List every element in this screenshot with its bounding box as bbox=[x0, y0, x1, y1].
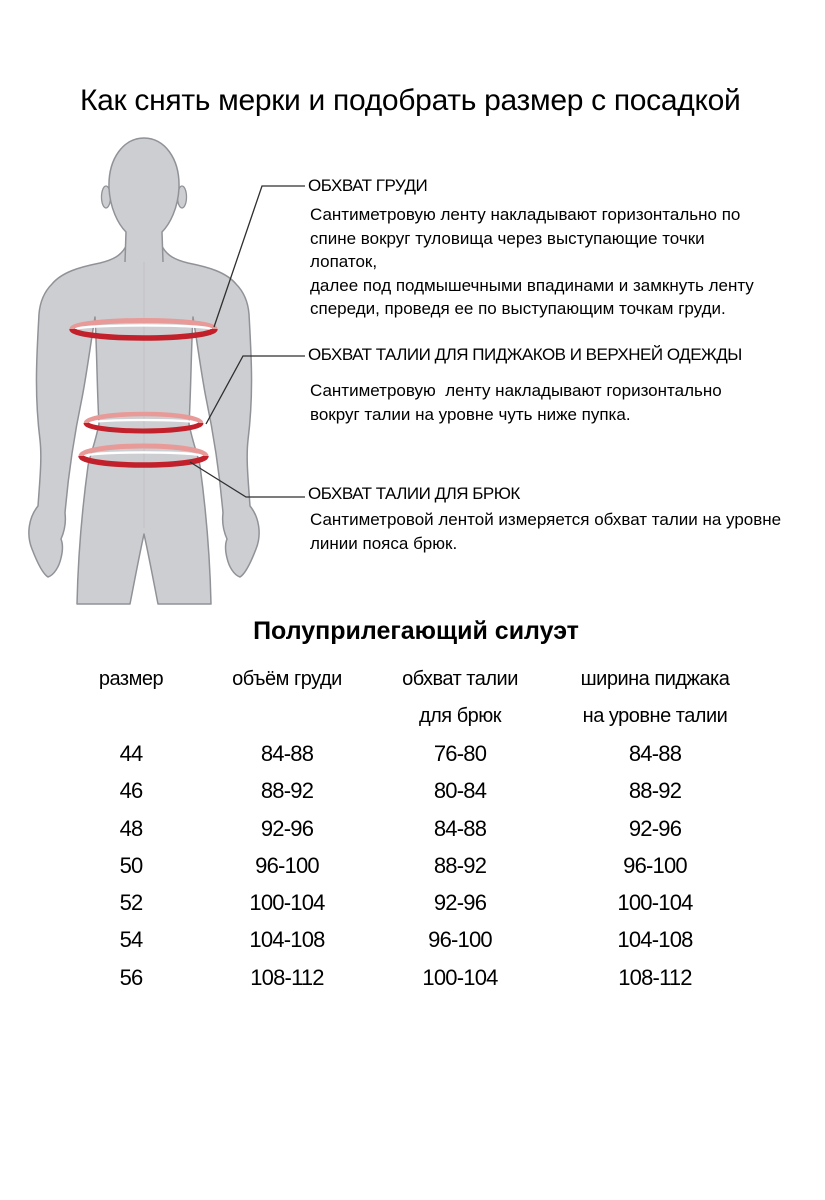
trouser-waist-cell: 84-88 bbox=[433, 815, 487, 841]
description-line: спереди, проведя ее по выступающим точкам груди. bbox=[310, 299, 726, 318]
column-header-trouser-waist-line2: для брюк bbox=[418, 705, 502, 728]
size-table-title: Полуприлегающий силуэт bbox=[253, 617, 579, 645]
trouser-waist-cell: 100-104 bbox=[422, 964, 498, 990]
jacket-width-cell: 96-100 bbox=[623, 852, 687, 878]
jacket-width-cell: 108-112 bbox=[618, 964, 692, 990]
trouser-waist-label-title: ОБХВАТ ТАЛИИ ДЛЯ БРЮК bbox=[308, 484, 520, 503]
column-header-jacket-width-line2: на уровне талии bbox=[582, 705, 728, 728]
jacket-waist-label-title: ОБХВАТ ТАЛИИ ДЛЯ ПИДЖАКОВ И ВЕРХНЕЙ ОДЕЖДЫ bbox=[308, 345, 742, 364]
size-cell: 56 bbox=[119, 964, 143, 990]
description-line: Сантиметровую ленту накладывают горизонтально по bbox=[310, 205, 741, 224]
trouser-waist-label-description bbox=[310, 508, 790, 555]
jacket-width-cell: 92-96 bbox=[628, 815, 682, 841]
jacket-width-cell: 84-88 bbox=[628, 741, 682, 767]
column-header-size-line2 bbox=[40, 698, 222, 735]
description-line: линии пояса брюк. bbox=[310, 533, 458, 553]
chest-label-title: ОБХВАТ ГРУДИ bbox=[308, 176, 428, 195]
chest-cell: 84-88 bbox=[260, 741, 314, 767]
chest-cell: 104-108 bbox=[249, 927, 325, 953]
trouser-waist-cell: 96-100 bbox=[428, 927, 492, 953]
jacket-width-cell: 88-92 bbox=[628, 778, 682, 804]
page-title: Как снять мерки и подобрать размер с посадкой bbox=[80, 84, 741, 117]
size-cell: 44 bbox=[119, 741, 143, 767]
description-line: вокруг талии на уровне чуть ниже пупка. bbox=[310, 404, 631, 424]
jacket-width-cell: 100-104 bbox=[617, 890, 693, 916]
trouser-waist-cell: 88-92 bbox=[433, 852, 487, 878]
chest-cell: 100-104 bbox=[249, 890, 325, 916]
description-line: Сантиметровой лентой измеряется обхват талии на уровне bbox=[310, 510, 782, 529]
size-cell: 48 bbox=[119, 815, 143, 841]
column-header-trouser-waist: обхват талии bbox=[402, 668, 518, 691]
size-cell: 50 bbox=[119, 852, 143, 878]
chest-cell: 96-100 bbox=[255, 852, 319, 878]
description-line: Сантиметровую ленту накладывают горизонтально bbox=[310, 381, 722, 400]
size-cell: 54 bbox=[119, 927, 143, 953]
column-header-size: размер bbox=[98, 668, 164, 691]
trouser-waist-cell: 76-80 bbox=[433, 741, 487, 767]
chest-label-description bbox=[310, 203, 770, 321]
trouser-waist-cell: 80-84 bbox=[433, 778, 487, 804]
jacket-width-cell: 104-108 bbox=[617, 927, 693, 953]
head bbox=[109, 138, 179, 262]
column-header-chest-line2 bbox=[222, 698, 352, 735]
jacket-waist-label-description bbox=[310, 379, 750, 426]
description-line: далее под подмышечными впадинами и замкнуть ленту bbox=[310, 275, 754, 295]
description-line: спине вокруг туловища через выступающие точки лопаток, bbox=[310, 228, 710, 271]
size-cell: 46 bbox=[119, 778, 143, 804]
column-header-jacket-width: ширина пиджака bbox=[580, 668, 730, 691]
column-header-chest: объём груди bbox=[232, 668, 342, 691]
size-cell: 52 bbox=[119, 890, 143, 916]
chest-cell: 92-96 bbox=[260, 815, 314, 841]
trouser-waist-cell: 92-96 bbox=[433, 890, 487, 916]
chest-cell: 88-92 bbox=[260, 778, 314, 804]
size-table bbox=[40, 661, 742, 996]
chest-cell: 108-112 bbox=[250, 964, 324, 990]
